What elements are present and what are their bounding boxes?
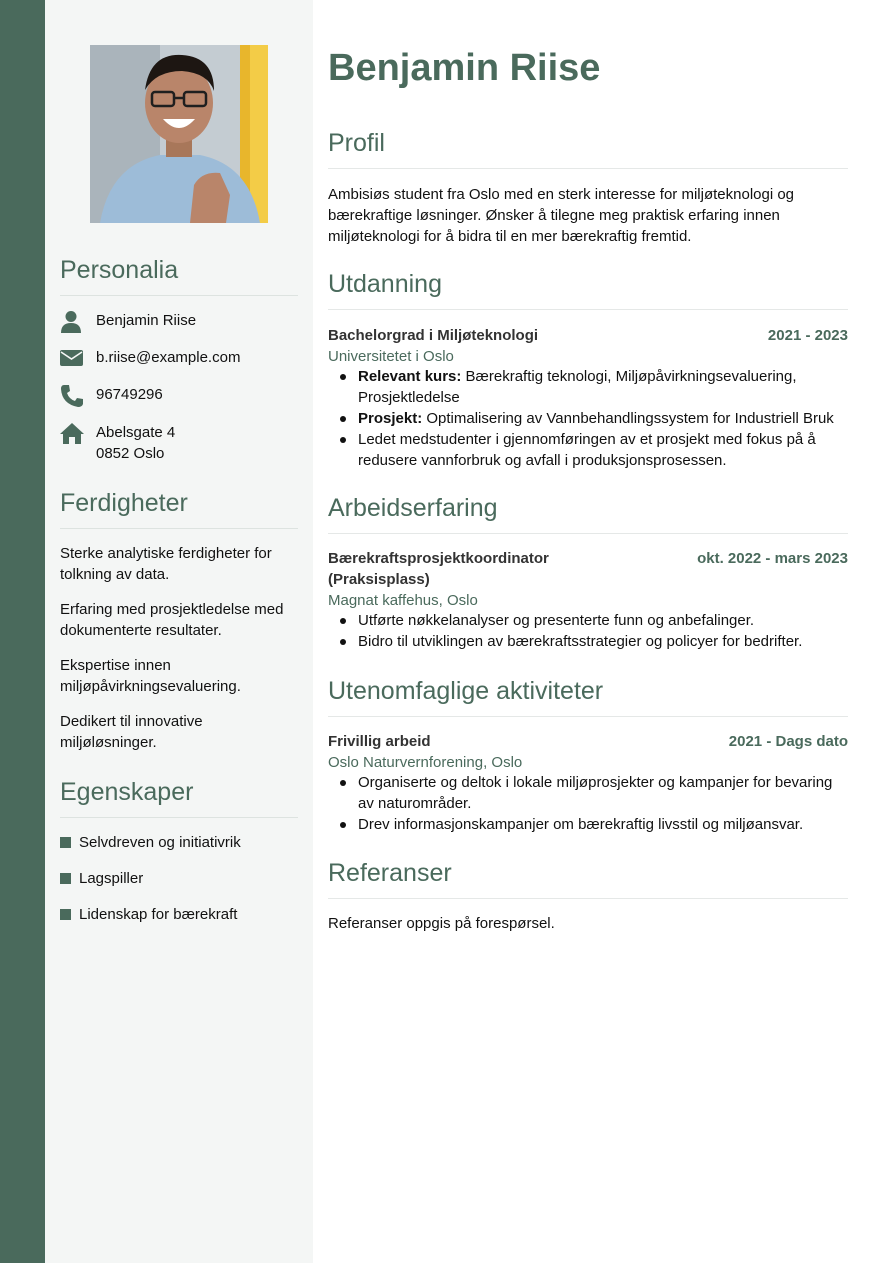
contact-address (60, 422, 298, 464)
list-item: Bidro til utviklingen av bærekraftsstrategier og policyer for bedrifter. (328, 631, 848, 652)
profile-photo (90, 45, 268, 223)
work-org: Magnat kaffehus, Oslo (328, 592, 478, 609)
education-date: 2021 - 2023 (767, 327, 848, 344)
square-bullet-icon (60, 837, 71, 848)
work-date: okt. 2022 - mars 2023 (697, 550, 848, 567)
profile-heading: Profil (328, 129, 848, 169)
profile-text: Ambisiøs student fra Oslo med en sterk interesse for miljøteknologi og bærekraftige løsninger. Ønsker å tilegne meg praktisk erfaring innen miljøteknologi for å bidra til en mer bærekraftig fremtid. (328, 186, 795, 245)
skill-item: Dedikert til innovative miljøløsninger. (60, 713, 203, 751)
education-title: Bachelorgrad i Miljøteknologi (328, 327, 539, 344)
skill-item: Ekspertise innen miljøpåvirkningsevaluering. (60, 657, 241, 695)
extracurricular-heading: Utenomfaglige aktiviteter (328, 677, 848, 717)
contact-email[interactable]: b.riise@example.com (60, 347, 298, 367)
education-org: Universitetet i Oslo (328, 348, 454, 365)
extracurricular-title: Frivillig arbeid (328, 733, 431, 750)
work-title: Bærekraftsprosjektkoordinator (Praksisplass) (328, 550, 549, 588)
skills-heading: Ferdigheter (60, 489, 298, 529)
traits-heading: Egenskaper (60, 778, 298, 818)
square-bullet-icon (60, 873, 71, 884)
sidebar: Personalia Benjamin Riise b.riise@example.com 96749296 Abelsgate 4 0852 Oslo Ferdigheter Sterke analytiske ferdigheter for tolkning av data. Erfaring med prosjektledelse med dokumenterte resultater. Ekspertise innen miljøpåvirkningsevaluering. Dedikert til innovative miljøløsninger. Egenskaper Selvdreven og initiativrik Lagspiller Lidenskap for bærekraft (45, 0, 313, 1263)
personalia-heading: Personalia (60, 256, 298, 296)
skill-item: Sterke analytiske ferdigheter for tolkning av data. (60, 545, 272, 583)
list-item: Ledet medstudenter i gjennomføringen av et prosjekt med fokus på å redusere vannforbruk og avfall i produksjonsprosessen. (328, 429, 848, 471)
list-item: Drev informasjonskampanjer om bærekraftig livsstil og miljøansvar. (328, 814, 848, 835)
extracurricular-date: 2021 - Dags dato (728, 733, 848, 750)
candidate-name: Benjamin Riise (328, 47, 601, 89)
extracurricular-org: Oslo Naturvernforening, Oslo (328, 754, 523, 771)
education-heading: Utdanning (328, 270, 848, 310)
contact-phone[interactable]: 96749296 (60, 384, 298, 404)
address-line1: Abelsgate 4 (96, 424, 176, 441)
address-line2: 0852 Oslo (96, 445, 165, 462)
accent-stripe (0, 0, 45, 1263)
user-icon (60, 310, 84, 334)
skill-item: Erfaring med prosjektledelse med dokumenterte resultater. (60, 601, 284, 639)
education-bullets (328, 366, 848, 471)
list-item: Prosjekt: Optimalisering av Vannbehandlingssystem for Industriell Bruk (328, 408, 848, 429)
contact-name: Benjamin Riise (60, 310, 298, 330)
list-item: Organiserte og deltok i lokale miljøprosjekter og kampanjer for bevaring av naturområder. (328, 772, 848, 814)
list-item: Utførte nøkkelanalyser og presenterte funn og anbefalinger. (328, 610, 848, 631)
square-bullet-icon (60, 909, 71, 920)
work-bullets (328, 610, 848, 652)
work-heading: Arbeidserfaring (328, 494, 848, 534)
extracurricular-bullets (328, 772, 848, 835)
phone-icon (60, 384, 84, 408)
envelope-icon (60, 347, 84, 371)
references-text: Referanser oppgis på forespørsel. (328, 915, 555, 932)
list-item: Relevant kurs: Bærekraftig teknologi, Miljøpåvirkningsevaluering, Prosjektledelse (328, 366, 848, 408)
home-icon (60, 422, 84, 446)
references-heading: Referanser (328, 859, 848, 899)
